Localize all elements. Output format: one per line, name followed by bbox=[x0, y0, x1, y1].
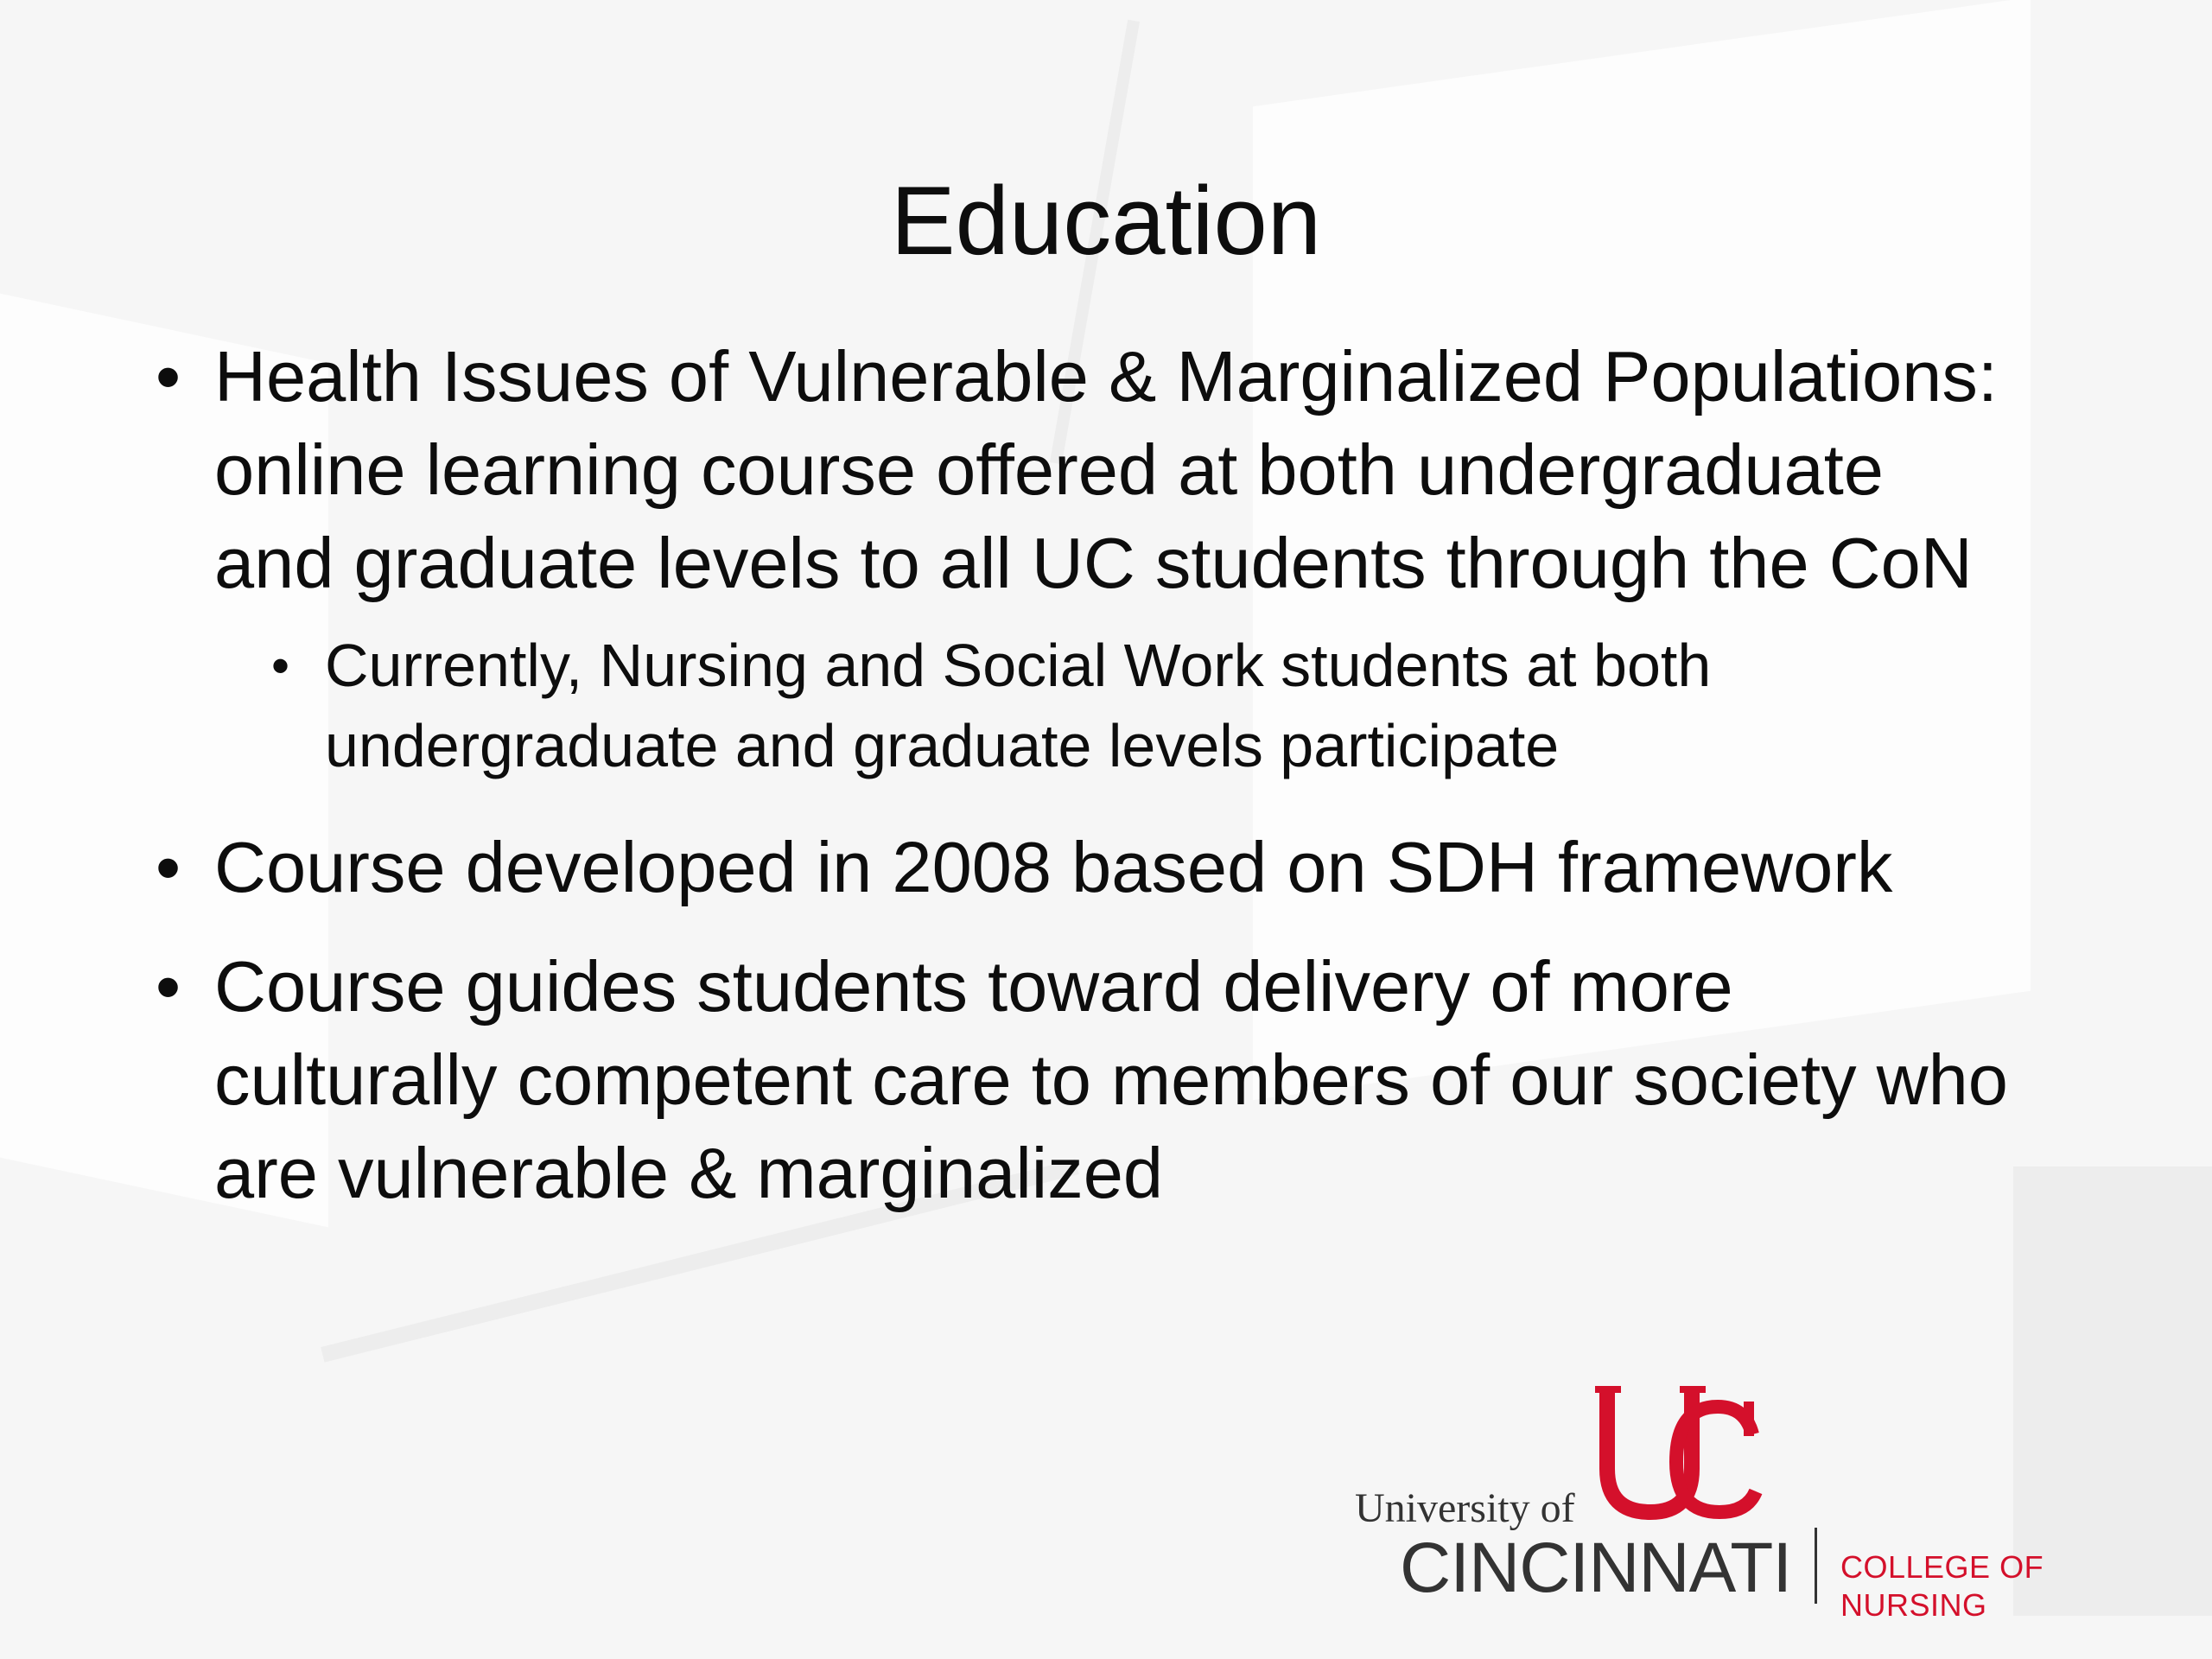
sub-bullet-marker: • bbox=[271, 637, 290, 695]
logo-college-text: COLLEGE OF NURSING bbox=[1840, 1549, 2044, 1623]
bullet-text: Health Issues of Vulnerable & Marginalized Populations: online learning course offered at both undergraduate and graduate levels to all UC students through the CoN bbox=[214, 336, 1998, 603]
bullet-text: Course developed in 2008 based on SDH framework bbox=[214, 827, 1893, 907]
bullet-text: Course guides students toward delivery of more culturally competent care to members of our society who are vulnerable & marginalized bbox=[214, 946, 2008, 1213]
sub-bullet-list bbox=[214, 626, 2013, 786]
uc-monogram-icon bbox=[1590, 1382, 1763, 1521]
sub-bullet-item bbox=[266, 626, 2013, 786]
bullet-list bbox=[156, 330, 2013, 1246]
bullet-marker: • bbox=[156, 336, 181, 416]
logo-divider bbox=[1815, 1528, 1817, 1604]
bullet-marker: • bbox=[156, 827, 181, 907]
logo-university-text: University of bbox=[1355, 1485, 1575, 1531]
bullet-marker: • bbox=[156, 946, 181, 1027]
slide-title: Education bbox=[890, 167, 1322, 275]
university-logo bbox=[1348, 1382, 2177, 1623]
bullet-item bbox=[156, 330, 2013, 786]
logo-cincinnati-text: CINCINNATI bbox=[1400, 1529, 1792, 1607]
sub-bullet-text: Currently, Nursing and Social Work students at both undergraduate and graduate levels participate bbox=[325, 632, 1712, 779]
bullet-item bbox=[156, 940, 2013, 1220]
bullet-item bbox=[156, 821, 2013, 914]
